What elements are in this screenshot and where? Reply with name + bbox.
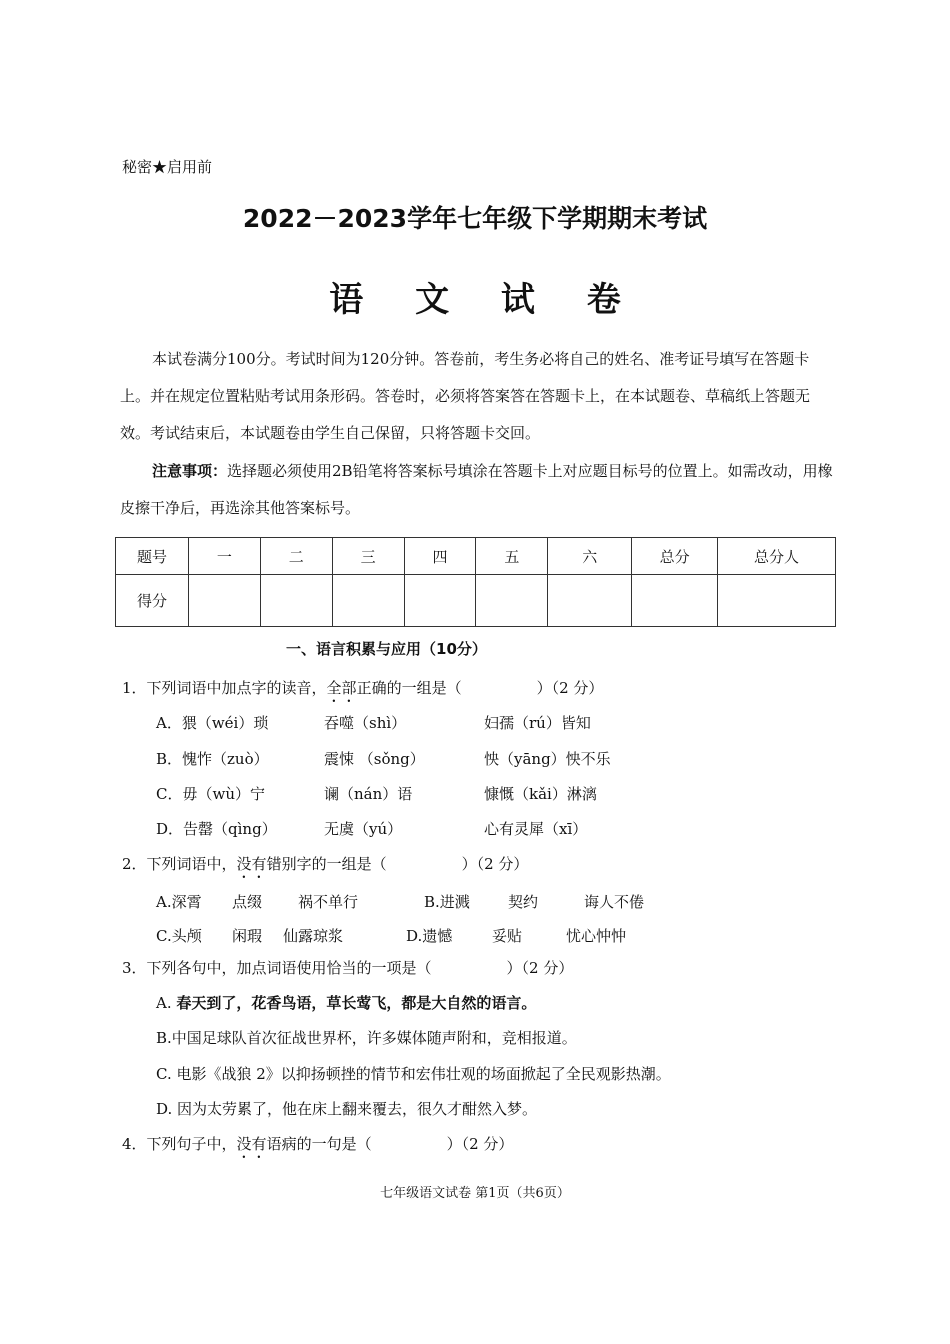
q3-option-a <box>156 992 536 1013</box>
q3-option-b: B.中国足球队首次征战世界杯，许多媒体随声附和，竞相报道。 <box>156 1029 577 1047</box>
subject-title: 语 文 试 卷 <box>329 280 641 320</box>
q2-option-b-2: 契约 <box>508 893 539 911</box>
score-table-header-row <box>116 538 836 575</box>
score-cell <box>476 575 548 627</box>
notice-label: 注意事项： <box>152 462 228 480</box>
q2-option-a-3: 祸不单行 <box>298 893 359 911</box>
q2-option-b-1: B.进溅 <box>424 893 470 911</box>
emphasis-word: 全部 <box>326 679 357 697</box>
q2-option-c-3: 仙露琼浆 <box>283 927 344 945</box>
score-cell <box>188 575 260 627</box>
notice-paragraph <box>120 453 835 527</box>
question-2 <box>122 853 528 882</box>
q1-option-d-3: 心有灵犀（xī） <box>484 820 588 838</box>
q1-option-d-1: D．告罄（qìng） <box>156 820 277 838</box>
table-header-cell: 总分人 <box>718 538 836 575</box>
q3-option-d: D. 因为太劳累了，他在床上翻来覆去，很久才酣然入梦。 <box>156 1100 538 1118</box>
score-row-label: 得分 <box>116 575 189 627</box>
table-header-cell: 四 <box>404 538 476 575</box>
option-text: 春天到了，花香鸟语，草长莺飞，都是大自然的语言。 <box>176 994 537 1012</box>
q2-option-c-1: C.头颅 <box>156 927 202 945</box>
question-text: 语病的一句是（ ）（2 分） <box>266 1135 514 1153</box>
q3-option-c: C. 电影《战狼 2》以抑扬顿挫的情节和宏伟壮观的场面掀起了全民观影热潮。 <box>156 1065 671 1083</box>
score-table-score-row <box>116 575 836 627</box>
question-text: 1．下列词语中加点字的读音， <box>122 679 327 697</box>
question-text: 正确的一组是（ ）（2 分） <box>356 679 604 697</box>
q1-option-b-2: 震悚 （sǒng） <box>324 750 425 768</box>
confidential-mark: 秘密★启用前 <box>122 158 213 176</box>
q2-option-b-3: 诲人不倦 <box>584 893 645 911</box>
score-cell <box>332 575 404 627</box>
table-header-cell: 总分 <box>632 538 718 575</box>
score-cell <box>718 575 836 627</box>
table-header-cell: 二 <box>260 538 332 575</box>
q2-option-d-3: 忧心忡忡 <box>566 927 627 945</box>
q1-option-a-1: A．猥（wéi）琐 <box>156 714 269 732</box>
score-table <box>115 537 836 627</box>
q1-option-d-2: 无虞（yú） <box>324 820 403 838</box>
q1-option-c-2: 谰（nán）语 <box>324 785 413 803</box>
table-header-cell: 一 <box>188 538 260 575</box>
score-cell <box>632 575 718 627</box>
exam-instructions: 本试卷满分100分。考试时间为120分钟。答卷前，考生务必将自己的姓名、准考证号填写在答题卡上。并在规定位置粘贴考试用条形码。答卷时，必须将答案答在答题卡上，在本试题卷、草稿纸上答题无效。考试结束后，本试题卷由学生自己保留，只将答题卡交回。 <box>120 350 811 442</box>
q1-option-c-1: C．毋（wù）宁 <box>156 785 265 803</box>
emphasis-word: 没有 <box>236 1135 267 1153</box>
page-footer: 七年级语文试卷 第1页（共6页） <box>380 1186 570 1201</box>
table-header-cell: 三 <box>332 538 404 575</box>
table-header-cell: 题号 <box>116 538 189 575</box>
table-header-cell: 五 <box>476 538 548 575</box>
question-text: 2．下列词语中， <box>122 855 237 873</box>
emphasis-word: 没有 <box>236 855 267 873</box>
question-text: 4．下列句子中， <box>122 1135 237 1153</box>
question-4 <box>122 1133 513 1162</box>
question-1 <box>122 677 603 706</box>
q2-option-a-2: 点缀 <box>232 893 263 911</box>
score-cell <box>404 575 476 627</box>
q1-option-b-3: 怏（yāng）怏不乐 <box>484 750 611 768</box>
q2-option-d-2: 妥贴 <box>492 927 523 945</box>
q1-option-a-2: 吞噬（shì） <box>324 714 407 732</box>
table-header-cell: 六 <box>548 538 632 575</box>
q2-option-c-2: 闲瑕 <box>232 927 263 945</box>
q1-option-c-3: 慷慨（kǎi）淋漓 <box>484 785 597 803</box>
score-cell <box>548 575 632 627</box>
notice-text: 选择题必须使用2B铅笔将答案标号填涂在答题卡上对应题目标号的位置上。如需改动，用橡皮擦干净后，再选涂其他答案标号。 <box>120 462 833 517</box>
score-cell <box>260 575 332 627</box>
section-heading: 一、语言积累与应用（10分） <box>286 640 487 658</box>
option-letter: A. <box>156 994 172 1012</box>
q2-option-d-1: D.遗憾 <box>406 927 453 945</box>
q2-option-a-1: A.深霄 <box>156 893 202 911</box>
q1-option-a-3: 妇孺（rú）皆知 <box>484 714 591 732</box>
question-text: 错别字的一组是（ ）（2 分） <box>266 855 529 873</box>
question-3: 3．下列各句中，加点词语使用恰当的一项是（ ）（2 分） <box>122 959 574 977</box>
q1-option-b-1: B．愧怍（zuò） <box>156 750 269 768</box>
exam-title: 2022－2023学年七年级下学期期末考试 <box>242 204 708 233</box>
